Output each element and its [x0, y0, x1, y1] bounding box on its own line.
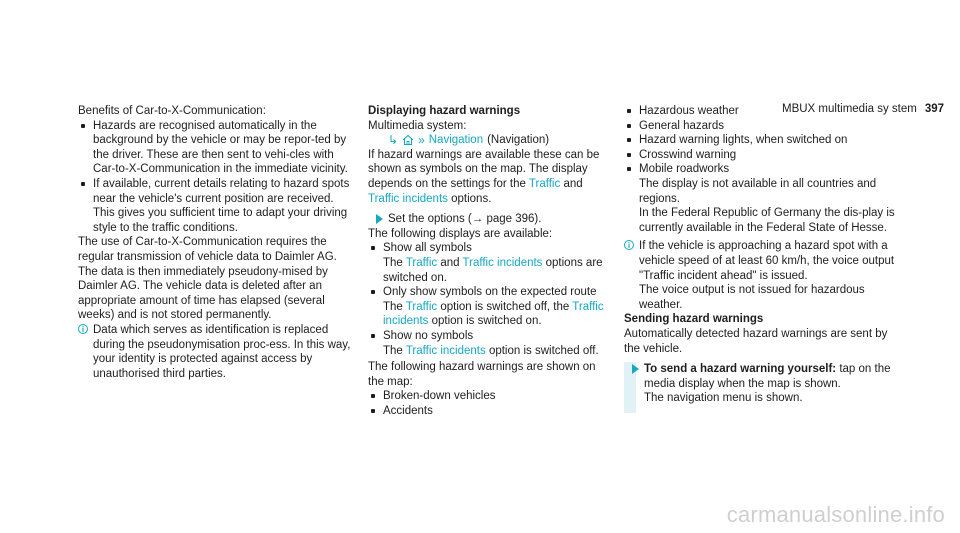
- system-label: Multimedia system:: [368, 119, 467, 132]
- option-traffic-incidents: Traffic incidents: [383, 300, 604, 328]
- step: [368, 212, 608, 227]
- note: [78, 323, 358, 381]
- option-traffic: Traffic: [405, 300, 438, 313]
- note-text: If the vehicle is approaching a hazard spot with a vehicle speed of at least 60 km/h, the voice output "Traffic incident ahead" is issued.: [639, 240, 895, 282]
- page-number: 397: [924, 103, 945, 115]
- text: options.: [451, 192, 492, 205]
- section-title: MBUX multimedia sy stem: [782, 103, 917, 115]
- list-item-text: If available, current details relating to hazard spots near the vehicle's current position are received.: [93, 177, 350, 205]
- list-item: Hazards are recognised automatically in the background by the vehicle or may be repor-ted by the driver. These are then sent to vehi-cles with Car-to-X-Communication in the immediate vicinity.: [78, 119, 358, 177]
- note-text: Data which serves as identification is replaced during the pseudonymisation proc-ess. In this way, your identity is protected against access by unauthorised third parties.: [93, 323, 351, 380]
- list-item: [78, 177, 358, 235]
- forward-chevron-icon: »: [418, 133, 425, 148]
- text: option is switched on.: [431, 315, 542, 328]
- return-arrow-icon: ↳: [388, 133, 399, 148]
- paragraph: [368, 148, 608, 206]
- option-traffic: Traffic: [405, 256, 438, 269]
- text: The: [383, 300, 403, 313]
- section-heading: Sending hazard warnings: [624, 313, 764, 326]
- list-item: Hazard warning lights, when switched on: [624, 133, 902, 148]
- paragraph: Automatically detected hazard warnings are sent by the vehicle.: [624, 327, 888, 355]
- text: option is switched off.: [488, 344, 599, 357]
- step-arrow-icon: [376, 214, 383, 224]
- home-icon: [402, 134, 414, 146]
- list-item: Crosswind warning: [624, 148, 902, 163]
- list-item: General hazards: [624, 119, 902, 134]
- list-item-sub: [383, 344, 608, 359]
- list-item: Broken-down vehicles: [368, 389, 608, 404]
- note-text: The voice output is not issued for hazardous weather.: [639, 284, 865, 311]
- menu-path: [368, 133, 608, 148]
- list-item: [624, 162, 902, 235]
- column-middle: [368, 104, 608, 418]
- option-title: Show all symbols: [383, 242, 472, 255]
- list-item: Accidents: [368, 404, 608, 419]
- column-right: [624, 104, 902, 406]
- watermark: carmanualsonline.info: [726, 502, 945, 528]
- display-options-list: [368, 241, 608, 358]
- menu-navigation[interactable]: Navigation: [428, 134, 484, 147]
- text: and: [440, 256, 460, 269]
- list-item: Hazardous weather: [624, 104, 902, 119]
- option-traffic-incidents: Traffic incidents: [405, 344, 486, 357]
- paragraph: The use of Car-to-X-Communication requires the regular transmission of vehicle data to Daimler AG. The data is then immediately pseudony-mised by Daimler AG. The vehicle data is deleted after an appropriate amount of time has elapsed (several weeks) and is not stored permanently.: [78, 236, 337, 322]
- list-item: [368, 329, 608, 358]
- step-block: [624, 362, 902, 406]
- list-item-sub: [383, 256, 608, 285]
- text: The: [383, 344, 403, 357]
- step-text: Set the options (→ page 396).: [388, 213, 542, 226]
- step-result: The navigation menu is shown.: [644, 392, 803, 405]
- list-item-sub: This gives you sufficient time to adapt your driving style to the traffic conditions.: [93, 207, 348, 234]
- step-lead: To send a hazard warning yourself:: [644, 363, 837, 376]
- intro-text: Benefits of Car-to-X-Communication:: [78, 105, 266, 117]
- text: option is switched off, the: [440, 300, 570, 313]
- step-text: tap on the media display when the map is shown.: [644, 363, 891, 390]
- text: The: [383, 256, 403, 269]
- option-traffic-incidents: Traffic incidents: [462, 256, 543, 269]
- list-item-sub: The display is not available in all countries and regions.: [639, 177, 877, 205]
- text: If hazard warnings are available these can be shown as symbols on the map. The display depends on the settings for the: [368, 148, 600, 190]
- text: options are switched on.: [383, 256, 603, 284]
- option-traffic-incidents: Traffic incidents: [368, 192, 448, 205]
- text: and: [563, 177, 583, 190]
- list-item: [368, 285, 608, 329]
- info-icon: i: [78, 324, 88, 334]
- step-arrow-icon: [632, 364, 639, 374]
- list-item: [368, 241, 608, 285]
- list-item-sub: [383, 300, 608, 329]
- list-item-text: Mobile roadworks: [639, 163, 730, 176]
- hazard-list: [368, 389, 608, 418]
- option-traffic: Traffic: [528, 177, 561, 190]
- benefits-list: [78, 119, 358, 236]
- section-heading: Displaying hazard warnings: [368, 105, 521, 117]
- info-icon: i: [624, 240, 634, 250]
- menu-navigation-paren: (Navigation): [487, 134, 550, 147]
- paragraph: The following hazard warnings are shown on the map:: [368, 361, 596, 388]
- step: [624, 362, 902, 406]
- column-left: [78, 104, 358, 381]
- hazard-list-continued: [624, 104, 902, 235]
- list-item-sub: In the Federal Republic of Germany the dis-play is currently available in the Federal State of Hesse.: [639, 207, 895, 234]
- note: [624, 239, 902, 312]
- option-title: Only show symbols on the expected route: [383, 286, 597, 299]
- option-title: Show no symbols: [383, 329, 474, 342]
- paragraph: The following displays are available:: [368, 227, 553, 240]
